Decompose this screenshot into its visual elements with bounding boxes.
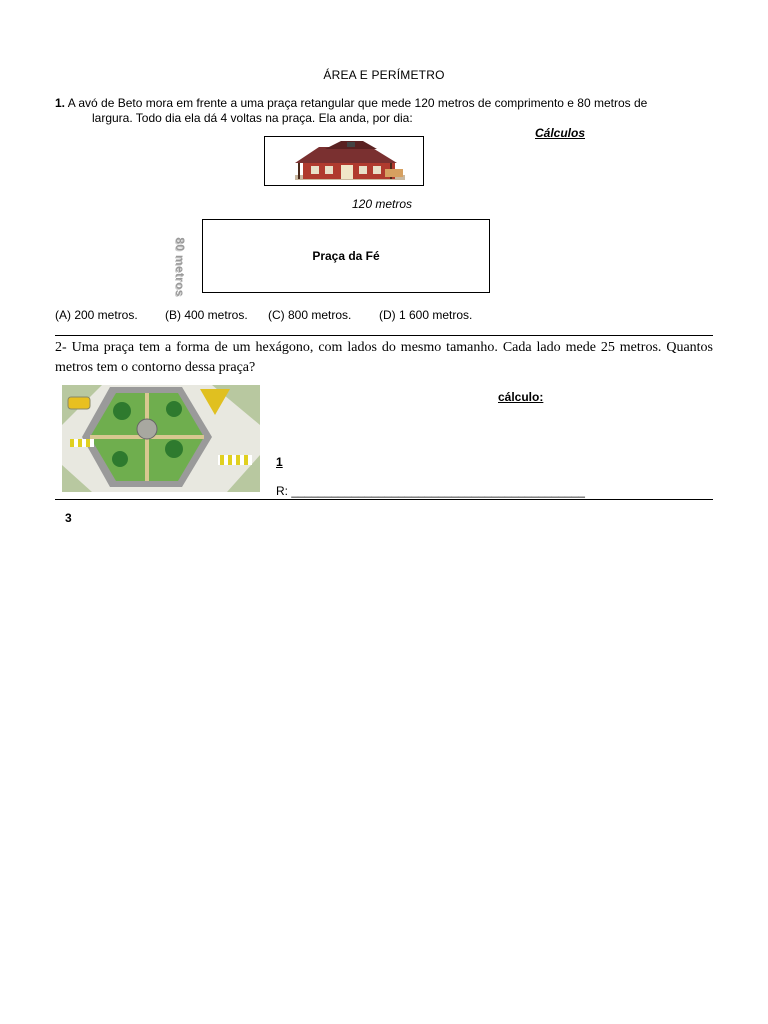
question-2-text: 2- Uma praça tem a forma de um hexágono, com lados do mesmo tamanho. Cada lado mede 25 metros. Quantos metros tem o contorno dessa praça? (55, 340, 713, 375)
answer-line: R: ____________________________________________ (276, 484, 585, 498)
option-a: (A) 200 metros. (55, 308, 138, 322)
question-1-line1: A avó de Beto mora em frente a uma praça retangular que mede 120 metros de comprimento e 80 metros de (67, 96, 648, 110)
length-label: 120 metros (352, 197, 413, 211)
page-title: ÁREA E PERÍMETRO (323, 68, 445, 82)
option-c: (C) 800 metros. (268, 308, 352, 322)
plaza-name: Praça da Fé (312, 249, 380, 263)
option-d: (D) 1 600 metros. (379, 308, 473, 322)
width-label: 80 metros (173, 237, 187, 297)
divider-line-2 (55, 499, 713, 500)
calculations-label: Cálculos (535, 126, 586, 140)
question-1-line2: largura. Todo dia ela dá 4 voltas na praça. Ela anda, por dia: (92, 111, 413, 125)
house-illustration (265, 137, 423, 185)
divider-line (55, 335, 713, 336)
plaza-rectangle (202, 219, 490, 293)
calculation-label: cálculo: (498, 390, 544, 404)
page-marker-1: 1 (276, 455, 283, 469)
hexagon-plaza-image (62, 385, 260, 492)
question-1-text (55, 96, 713, 126)
option-b: (B) 400 metros. (165, 308, 248, 322)
house-image (264, 136, 424, 186)
hexagon-plaza-illustration (62, 385, 260, 492)
question-1-number: 1. (55, 96, 66, 110)
page-marker-3: 3 (65, 511, 72, 525)
